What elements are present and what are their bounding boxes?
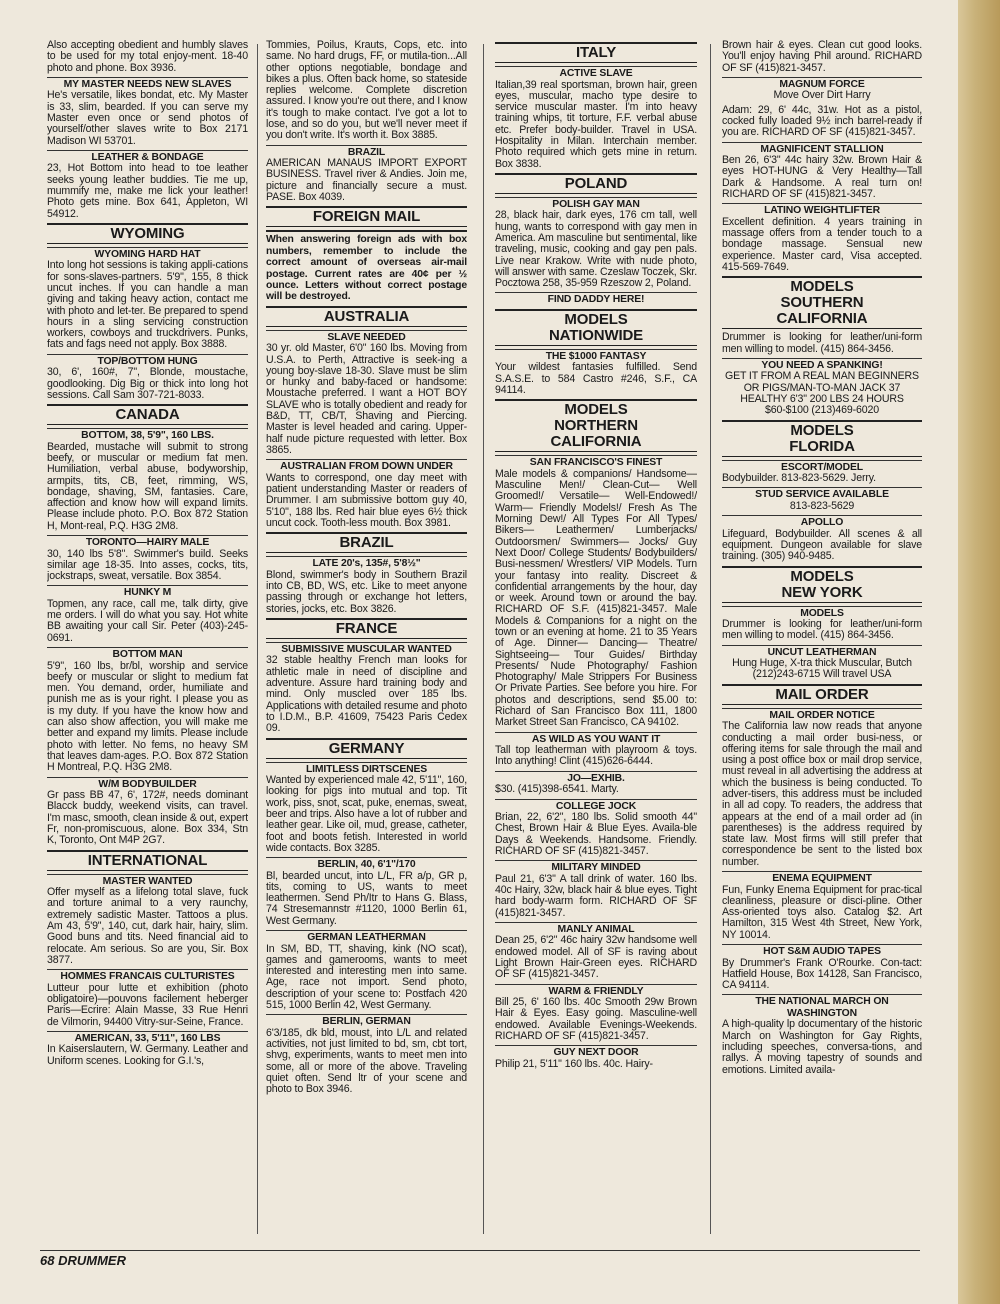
ad-body: Ben 26, 6'3" 44c hairy 32w. Brown Hair & eyes HOT-HUNG & Very Healthy—Tall Dark & Handsome. A real turn on! RICHARD OF SF (415)821-3457.	[722, 154, 922, 200]
ad-body: Tall top leatherman with playroom & toys. Into anything! Clint (415)626-6444.	[495, 744, 697, 768]
ad-heading: ACTIVE SLAVE	[495, 66, 697, 80]
section-heading	[495, 42, 697, 63]
classified-ad	[495, 984, 697, 1043]
classified-ad	[722, 708, 922, 868]
ad-body: Lifeguard, Bodybuilder. All scenes & all equipment. Dungeon available for slave training. (305) 940-9485.	[722, 527, 922, 563]
ad-heading: POLISH GAY MAN	[495, 197, 697, 211]
classified-ad	[266, 330, 467, 456]
ad-body: Male models & companions/ Handsome— Masculine Men!/ Clean-Cut— Well Groomed!/ Versatile— Well-Endowed!/ Warm— Friendly Models!/ Fresh As The Morning Dew!/ All Types For All Types/ Bikers— Leathermen/ Lumberjacks/ Outdoorsmen/ Swimmers— Jocks/ Guy Next Door/ College Students/ Bodybuilders/ Busi-nessmen/ Wrestlers/ VIP Models. Turn your fantasy into reality. Discreet & confidential arrangements by the hour, day or week. Around town or around the bay. RICHARD OF S.F. (415)821-3457. Male Models & Companions for a night on the town or an evening at home. 21 to 35 Years of Age. Dinner— Dancing— Theatre/ Sightseeing— Tour Guides/ Birthday Presents/ Nude Photography/ Fashion Photography/ Male Strippers For Business Or Private Parties. See before you hire. For photos and descriptions, send $5.00 to: Richard of San Francisco Box 111, 1800 Market Street San Francisco, CA 94102.	[495, 467, 697, 729]
classified-ad	[47, 247, 248, 351]
section-heading	[495, 173, 697, 194]
section-heading-line: MODELS	[564, 401, 628, 419]
classified-ad	[266, 642, 467, 735]
column-rule	[483, 44, 484, 1234]
classified-ad	[495, 349, 697, 396]
ad-body: The California law now reads that anyone conducting a mail order busi-ness, or offering items for sale through the mail and using a post office box or mail drop service, must reveal in all advertising the address at which the business is being conducted. To adver-tisers, this address must be included in all ad copy. To readers, the address that appears at the end of a mail order ad (in parentheses) is the address required by state law. Most firms will still prefer that correspondence be sent to the listed box number.	[722, 720, 922, 868]
section-heading	[47, 223, 248, 244]
ad-body: Gr pass BB 47, 6', 172#, needs dominant Blacck buddy, weekend visits, can travel. I'm masc, smooth, clean inside & out, expert Fr, non-promiscuous, alone. Box 334, Stn K, Toronto, Ont M4P 2G7.	[47, 789, 248, 847]
classified-ad	[722, 515, 922, 562]
classified-ad	[47, 40, 248, 74]
ad-body: Fun, Funky Enema Equipment for prac-tical cleanliness, pleasure or disci-pline. Other Ass-oriented toys also. Catalog $2. Art Hamilton, 315 West 4th Street, New York, NY 10014.	[722, 883, 922, 941]
ad-heading: WARM & FRIENDLY	[495, 984, 697, 998]
section-heading	[47, 404, 248, 425]
classified-ad	[722, 142, 922, 201]
ad-heading: GUY NEXT DOOR	[495, 1045, 697, 1059]
classified-ad	[495, 66, 697, 170]
ad-heading: LIMITLESS DIRTSCENES	[266, 762, 467, 776]
classified-ad	[722, 203, 922, 273]
classified-ad	[722, 871, 922, 941]
page-edge	[958, 0, 1000, 1304]
ad-heading: BOTTOM, 38, 5'9", 160 LBS.	[47, 428, 248, 442]
classified-ad	[722, 358, 922, 417]
classified-ad	[495, 197, 697, 290]
ad-heading: STUD SERVICE AVAILABLE	[722, 487, 922, 501]
ad-heading: LEATHER & BONDAGE	[47, 150, 248, 164]
classified-ad	[495, 922, 697, 981]
classified-ad	[722, 105, 922, 139]
ad-heading: ENEMA EQUIPMENT	[722, 871, 922, 885]
ad-body: Topmen, any race, call me, talk dirty, give me orders. I will do what you say. Hot white BB awaiting your call Sir. Peter (403)-245-0691.	[47, 597, 248, 644]
section-heading-line: MODELS	[564, 310, 628, 328]
column-2	[266, 40, 467, 1242]
classified-ad	[266, 930, 467, 1011]
classified-ad	[47, 150, 248, 220]
section-heading-line: WYOMING	[110, 224, 185, 242]
ad-body: 32 stable healthy French man looks for athletic male in need of discipline and adventure. Assure hard training body and mind. Only muscled over 185 lbs. Applications with detailed resume and photo to I.D.M., B.P. 41609, 75423 Paris Cedex 09.	[266, 654, 467, 735]
ad-heading: WYOMING HARD HAT	[47, 247, 248, 261]
classified-ad	[266, 556, 467, 615]
ad-body: He's versatile, likes bondat, etc. My Master is 33, slim, bearded. If you can serve my Master even once or send photos of yourself/other slaves write to Box 2171 Madison WI 53701.	[47, 89, 248, 147]
section-heading	[495, 399, 697, 452]
section-heading-line: MAIL ORDER	[775, 685, 869, 703]
ad-body: Italian,39 real sportsman, brown hair, green eyes, muscular, macho type desire to service muscular master. I'm into heavy training whips, tit torture, F.F. verbal abuse etc. Prefer body-builder. Travel in USA. Hospitality in Milan. Interchain member. Photo required which gets mine in return. Box 3838.	[495, 78, 697, 170]
ad-heading: TORONTO—HAIRY MALE	[47, 535, 248, 549]
section-heading	[495, 309, 697, 346]
ad-body: In SM, BD, TT, shaving, kink (NO scat), games and gamerooms, wants to meet interested and interesting men into same. Age, race not import. Send photo, description of your scene to: Postfach 420 515, 1000 Berlin 42, West Germany.	[266, 942, 467, 1012]
ad-body: Bearded, mustache will submit to strong beefy, or muscular or medium fat men. Humiliation, verbal abuse, bodyworship, armpits, tits, CB, feet, rimming, WS, bondage, shaving, SM, fantasies. Care, affection and know how will expand limits. Please include photo. P.O. Box 872 Station H, Mont-real, P.Q. H3G 2M8.	[47, 440, 248, 532]
section-heading	[722, 566, 922, 603]
ad-body: Drummer is looking for leather/uni-form men willing to model. (415) 864-3456.	[722, 331, 922, 355]
section-heading	[47, 850, 248, 871]
classified-ad	[266, 762, 467, 855]
page-number-value: 68	[40, 1253, 55, 1268]
classified-ad	[495, 292, 697, 306]
classified-ad	[47, 874, 248, 967]
classified-ad	[47, 647, 248, 773]
ad-body: 28, black hair, dark eyes, 176 cm tall, well hung, wants to correspond with gay men in America. Am masculine but sentimental, like traveling, music, cooking and gay pen pals. Live near Krakow. Write with nude photo, will answer with same. Czeslaw Toczek, Skr. Pocztowa 258, 35-959 Rzeszow 2, Poland.	[495, 209, 697, 290]
classified-ad	[266, 1014, 467, 1095]
column-4	[722, 40, 922, 1242]
ad-heading: MANLY ANIMAL	[495, 922, 697, 936]
classified-ad	[47, 428, 248, 532]
section-heading-line: POLAND	[564, 174, 628, 192]
ad-body: Lutteur pour lutte et exhibition (photo obligatoire)—pouvons facilement heberger Paris—Ecrire: Alain Masse, 33 Rue Henri de Vilmorin, 94400 Vitry-sur-Seine, France.	[47, 981, 248, 1028]
page-number	[40, 1253, 126, 1268]
ad-heading: MAGNIFICENT STALLION	[722, 142, 922, 156]
ad-body: 6'3/185, dk bld, moust, into L/L and related activities, not just limited to bd, sm, cbt tort, shvg, experiments, wants to meet men into some, all or more of the above. Traveling quiet often. Send ltr of your scene and photo to Box 3946.	[266, 1026, 467, 1096]
ad-heading: HOT S&M AUDIO TAPES	[722, 944, 922, 958]
classified-ad	[495, 455, 697, 728]
ad-body: Brian, 22, 6'2", 180 lbs. Solid smooth 44" Chest, Brown Hair & Blue Eyes. Availa-ble Days & Weekends. Handsome. Friendly. RICHARD OF SF (415)821-3457.	[495, 811, 697, 857]
ad-heading: MILITARY MINDED	[495, 860, 697, 874]
ad-heading: W/M BODYBUILDER	[47, 777, 248, 791]
classified-ad	[722, 944, 922, 991]
classified-ad	[47, 969, 248, 1028]
section-heading-line: MODELS	[790, 421, 854, 439]
ad-heading: MY MASTER NEEDS NEW SLAVES	[47, 77, 248, 91]
ad-body: Offer myself as a lifelong total slave, fuck and torture animal to a very raunchy, extremely sadistic Master. Tattoos a plus. Am 43, 5'9", 140, cut, dark hair, hairy, slim. Good buns and tits. Need financial aid to relocate. Am serious. So are you, Sir. Box 3877.	[47, 886, 248, 966]
ad-body: 5'9", 160 lbs, br/bl, worship and service beefy or muscular or slight to medium fat men. You demand, order, humiliate and punish me as is your right. I please you as is my duty. If you have the know how and can also show affection, you will make me better and expand my limits. Please include photo with letter. No fems, no heavy SM that leaves dam-ages. P.O. Box 872 Station H Montreal, P.Q. H3G 2M8.	[47, 659, 248, 774]
ad-body: $30. (415)398-6541. Marty.	[495, 783, 619, 796]
page-footer	[40, 1250, 920, 1271]
classified-ad	[722, 460, 922, 485]
ad-body: Philip 21, 5'11" 160 lbs. 40c. Hairy-	[495, 1057, 653, 1070]
ad-body: Dean 25, 6'2" 46c hairy 32w handsome well endowed model. All of SF is raving about Light Brown Hair-Green eyes. RICHARD OF SF (415)821-3457.	[495, 934, 697, 981]
ad-body: Blond, swimmer's body in Southern Brazil into CB, BD, WS, etc. Like to meet anyone passing through or exchange hot letters, stories, jocks, etc. Box 3826.	[266, 568, 467, 615]
ad-heading: GERMAN LEATHERMAN	[266, 930, 467, 944]
ad-heading: AUSTRALIAN FROM DOWN UNDER	[266, 459, 467, 473]
section-heading-line: INTERNATIONAL	[87, 851, 208, 869]
classified-ad	[722, 994, 922, 1075]
section-heading	[266, 618, 467, 639]
section-heading-line: SOUTHERN	[780, 294, 864, 312]
ad-heading: BERLIN, GERMAN	[266, 1014, 467, 1028]
ad-body: Excellent definition. 4 years training in massage offers from a tender touch to a bondage massage. Sensual new experience. Master card, Visa accepted. 415-569-7649.	[722, 215, 922, 273]
ad-heading: JO—EXHIB.	[495, 771, 697, 785]
ad-body: Into long hot sessions is taking appli-cations for sons-slaves-partners. 5'9", 155, 8 thick uncut inches. If you can handle a man giving and taking heavy action, contact me with photo and let-ter. Be prepared to spend hours in a sling servicing construction workers, cowboys and truckdrivers. Punks, fats and fags need not apply. Box 3888.	[47, 259, 248, 351]
section-heading	[266, 206, 467, 227]
ad-heading: THE $1000 FANTASY	[495, 349, 697, 363]
ad-body: By Drummer's Frank O'Rourke. Con-tact: Hatfield House, Box 14128, San Francisco, CA 94114.	[722, 956, 922, 992]
ad-heading: BRAZIL	[266, 145, 467, 159]
section-heading-line: NEW YORK	[781, 583, 863, 601]
ad-body: Move Over Dirt Harry	[773, 89, 871, 102]
ad-body: GET IT FROM A REAL MAN BEGINNERS OR PIGS/MAN-TO-MAN JACK 37 HEALTHY 6'3" 200 LBS 24 HOURS $60-$100 (213)469-6020	[725, 370, 919, 417]
ad-body: Hung Huge, X-tra thick Muscular, Butch (212)243-6715 Will travel USA	[732, 657, 912, 681]
ad-body: Paul 21, 6'3" A tall drink of water. 160 lbs. 40c Hairy, 32w, black hair & blue eyes. Tight hard body-warm form. RICHARD OF SF (415)821-3457.	[495, 872, 697, 919]
classified-ad	[47, 77, 248, 147]
ad-heading: MODELS	[722, 606, 922, 620]
section-heading	[722, 684, 922, 705]
classified-ad	[495, 771, 697, 796]
foreign-mail-notice: When answering foreign ads with box numbers, remember to include the correct amount of overseas air-mail postage. Current rates are 40¢ per ½ ounce. Letters without correct postage will be destroyed.	[266, 230, 467, 302]
ad-body: 30 yr. old Master, 6'0" 160 lbs. Moving from U.S.A. to Perth, Attractive is seek-ing a young boy-slave 18-30. Slave must be slim or hunky and baby-faced or handsome: Moustache preferred. I want a HOT BOY SLAVE who is totally obedient and ready for B&D, TT, CB/T, Shaving and Piercing. Master is level headed and caring. Upper-half nude picture requested with letter. Box 3865.	[266, 342, 467, 456]
ad-heading: BOTTOM MAN	[47, 647, 248, 661]
ad-heading: MAIL ORDER NOTICE	[722, 708, 922, 722]
ad-body: AMERICAN MANAUS IMPORT EXPORT BUSINESS. Travel river & Andies. Join me, picture and financially secure a must. PASE. Box 4039.	[266, 157, 467, 204]
classified-ad	[495, 799, 697, 858]
ad-heading: HOMMES FRANCAIS CULTURISTES	[47, 969, 248, 983]
ad-body: Also accepting obedient and humbly slaves to be used for my total enjoy-ment. 18-40 photo and phone. Box 3936.	[47, 40, 248, 74]
ad-heading: SUBMISSIVE MUSCULAR WANTED	[266, 642, 467, 656]
classified-ad	[266, 459, 467, 529]
section-heading	[266, 738, 467, 759]
ad-heading: MAGNUM FORCE	[722, 77, 922, 91]
ad-heading: YOU NEED A SPANKING!	[722, 358, 922, 372]
ad-heading: THE NATIONAL MARCH ON WASHINGTON	[722, 994, 922, 1019]
ad-body: Bodybuilder. 813-823-5629. Jerry.	[722, 472, 876, 485]
ad-heading: BERLIN, 40, 6'1"/170	[266, 857, 467, 871]
section-heading-line: CALIFORNIA	[776, 310, 868, 328]
ad-body: Your wildest fantasies fulfilled. Send S.A.S.E. to 584 Castro #246, S.F., CA 94114.	[495, 361, 697, 397]
column-rule	[710, 44, 711, 1234]
ad-body: 30, 140 lbs 5'8". Swimmer's build. Seeks similar age 18-35. Into asses, cocks, tits, jockstraps, sweat, versatile. Box 3854.	[47, 547, 248, 583]
classified-ad	[47, 354, 248, 401]
section-heading	[722, 420, 922, 457]
section-heading-line: NORTHERN	[554, 417, 638, 435]
ad-body: Wanted by experienced male 42, 5'11", 160, looking for pigs into mutual and top. Tit work, piss, snot, scat, puke, enemas, sweat, beer and trips. Also have a lot of rubber and leather gear. Like oil, mud, grease, catheter, foot and boots fetish. Interested in world wide contacts. Box 3285.	[266, 774, 467, 854]
section-heading-line: FOREIGN MAIL	[312, 208, 421, 226]
section-heading-line: CALIFORNIA	[550, 433, 642, 451]
ad-body: Adam: 29, 6' 44c, 31w. Hot as a pistol, cocked fully loaded 9½ inch barrel-ready if you are. RICHARD OF SF (415)821-3457.	[722, 103, 922, 139]
ad-body: In Kaiserslautern, W. Germany. Leather and Uniform scenes. Looking for G.I.'s,	[47, 1043, 248, 1067]
ad-body: Bl, bearded uncut, into L/L, FR a/p, GR p, tits, coming to US, wants to meet leathermen. Send Ph/Itr to Hans G. Blass, 74 Stresemannstr #1120, 1000 Berlin 61, West Germany.	[266, 869, 467, 927]
section-heading-line: CANADA	[115, 406, 180, 424]
ad-body: 23, Hot Bottom into head to toe leather seeks young leather buddies. Tie me up, mummify me, make me lick your leather! Photo gets mine. Box 641, Appleton, WI 54912.	[47, 162, 248, 220]
classified-ad	[266, 857, 467, 927]
ad-heading: AS WILD AS YOU WANT IT	[495, 732, 697, 746]
ad-heading: FIND DADDY HERE!	[495, 292, 697, 306]
classified-ad	[722, 487, 922, 512]
ad-heading: SLAVE NEEDED	[266, 330, 467, 344]
ad-heading: LATINO WEIGHTLIFTER	[722, 203, 922, 217]
column-3	[495, 40, 697, 1242]
ad-heading: COLLEGE JOCK	[495, 799, 697, 813]
classified-ad	[266, 40, 467, 142]
classified-ad	[47, 535, 248, 582]
ad-body: Bill 25, 6' 160 lbs. 40c Smooth 29w Brown Hair & Eyes. Easy going. Masculine-well endowed. Available Evenings-Weekends. RICHARD OF SF (415)821-3457.	[495, 996, 697, 1043]
classified-ad	[47, 585, 248, 644]
ad-body: Wants to correspond, one day meet with patient understanding Master or readers of Drummer. I am submissive bottom guy 40, 5'10", 188 lbs. Red hair blue eyes 6½ thick uncut cock. Tooth-less mouth. Box 3981.	[266, 471, 467, 529]
ad-heading: AMERICAN, 33, 5'11", 160 LBS	[47, 1031, 248, 1045]
magazine-name: DRUMMER	[58, 1253, 126, 1268]
ad-heading: UNCUT LEATHERMAN	[722, 645, 922, 659]
classified-ad	[722, 332, 922, 355]
classified-ad	[495, 732, 697, 768]
ad-body: 813-823-5629	[789, 499, 855, 512]
classified-ad	[722, 77, 922, 102]
ad-heading: HUNKY M	[47, 585, 248, 599]
classified-ad	[495, 860, 697, 919]
section-heading-line: FLORIDA	[789, 437, 855, 455]
classified-ad	[722, 40, 922, 74]
section-heading-line: FRANCE	[335, 619, 398, 637]
classified-ad	[722, 645, 922, 681]
section-heading	[266, 532, 467, 553]
ad-heading: APOLLO	[722, 515, 922, 529]
column-rule	[257, 44, 258, 1234]
classified-ad	[266, 145, 467, 204]
section-heading-line: MODELS	[790, 567, 854, 585]
ad-body: A high-quality lp documentary of the historic March on Washington for Gay Rights, including speeches, conversa-tions, and rallys. A moving tapestry of sounds and emotions. Limited availa-	[722, 1018, 922, 1076]
ad-body: Brown hair & eyes. Clean cut good looks. You'll enjoy having Phil around. RICHARD OF SF (415)821-3457.	[722, 40, 922, 74]
ad-body: 30, 6', 160#, 7", Blonde, moustache, goodlooking. Dig Big or thick into long hot sessions. Call Sam 307-721-8033.	[47, 366, 248, 401]
section-heading	[266, 306, 467, 327]
ad-heading: TOP/BOTTOM HUNG	[47, 354, 248, 368]
section-heading-line: ITALY	[575, 44, 617, 61]
classified-ad	[722, 606, 922, 642]
ad-body: Tommies, Poilus, Krauts, Cops, etc. into same. No hard drugs, FF, or mutila-tion...All other options negotiable, bondage and bikes a plus. Often back home, so stateside replies welcome. Complete discretion assured. I know you're out there, and I know it's tough to make contact. I've got a lot to lose, and so do you, but we'll never meet if you don't write. It's worth it. Box 3885.	[266, 40, 467, 142]
section-heading-line: NATIONWIDE	[548, 326, 644, 344]
classified-ad	[47, 1031, 248, 1067]
ad-heading: ESCORT/MODEL	[722, 460, 922, 474]
ad-heading: LATE 20's, 135#, 5'8½"	[266, 556, 467, 570]
ad-heading: MASTER WANTED	[47, 874, 248, 888]
classified-ad	[495, 1045, 697, 1070]
section-heading-line: GERMANY	[328, 739, 405, 757]
section-heading-line: AUSTRALIA	[323, 307, 410, 325]
column-1	[47, 40, 248, 1242]
ad-heading: SAN FRANCISCO'S FINEST	[495, 455, 697, 469]
section-heading	[722, 276, 922, 329]
section-heading-line: BRAZIL	[339, 534, 394, 552]
classified-ad	[47, 777, 248, 847]
section-heading-line: MODELS	[790, 278, 854, 296]
ad-body: Drummer is looking for leather/uni-form men willing to model. (415) 864-3456.	[722, 618, 922, 642]
